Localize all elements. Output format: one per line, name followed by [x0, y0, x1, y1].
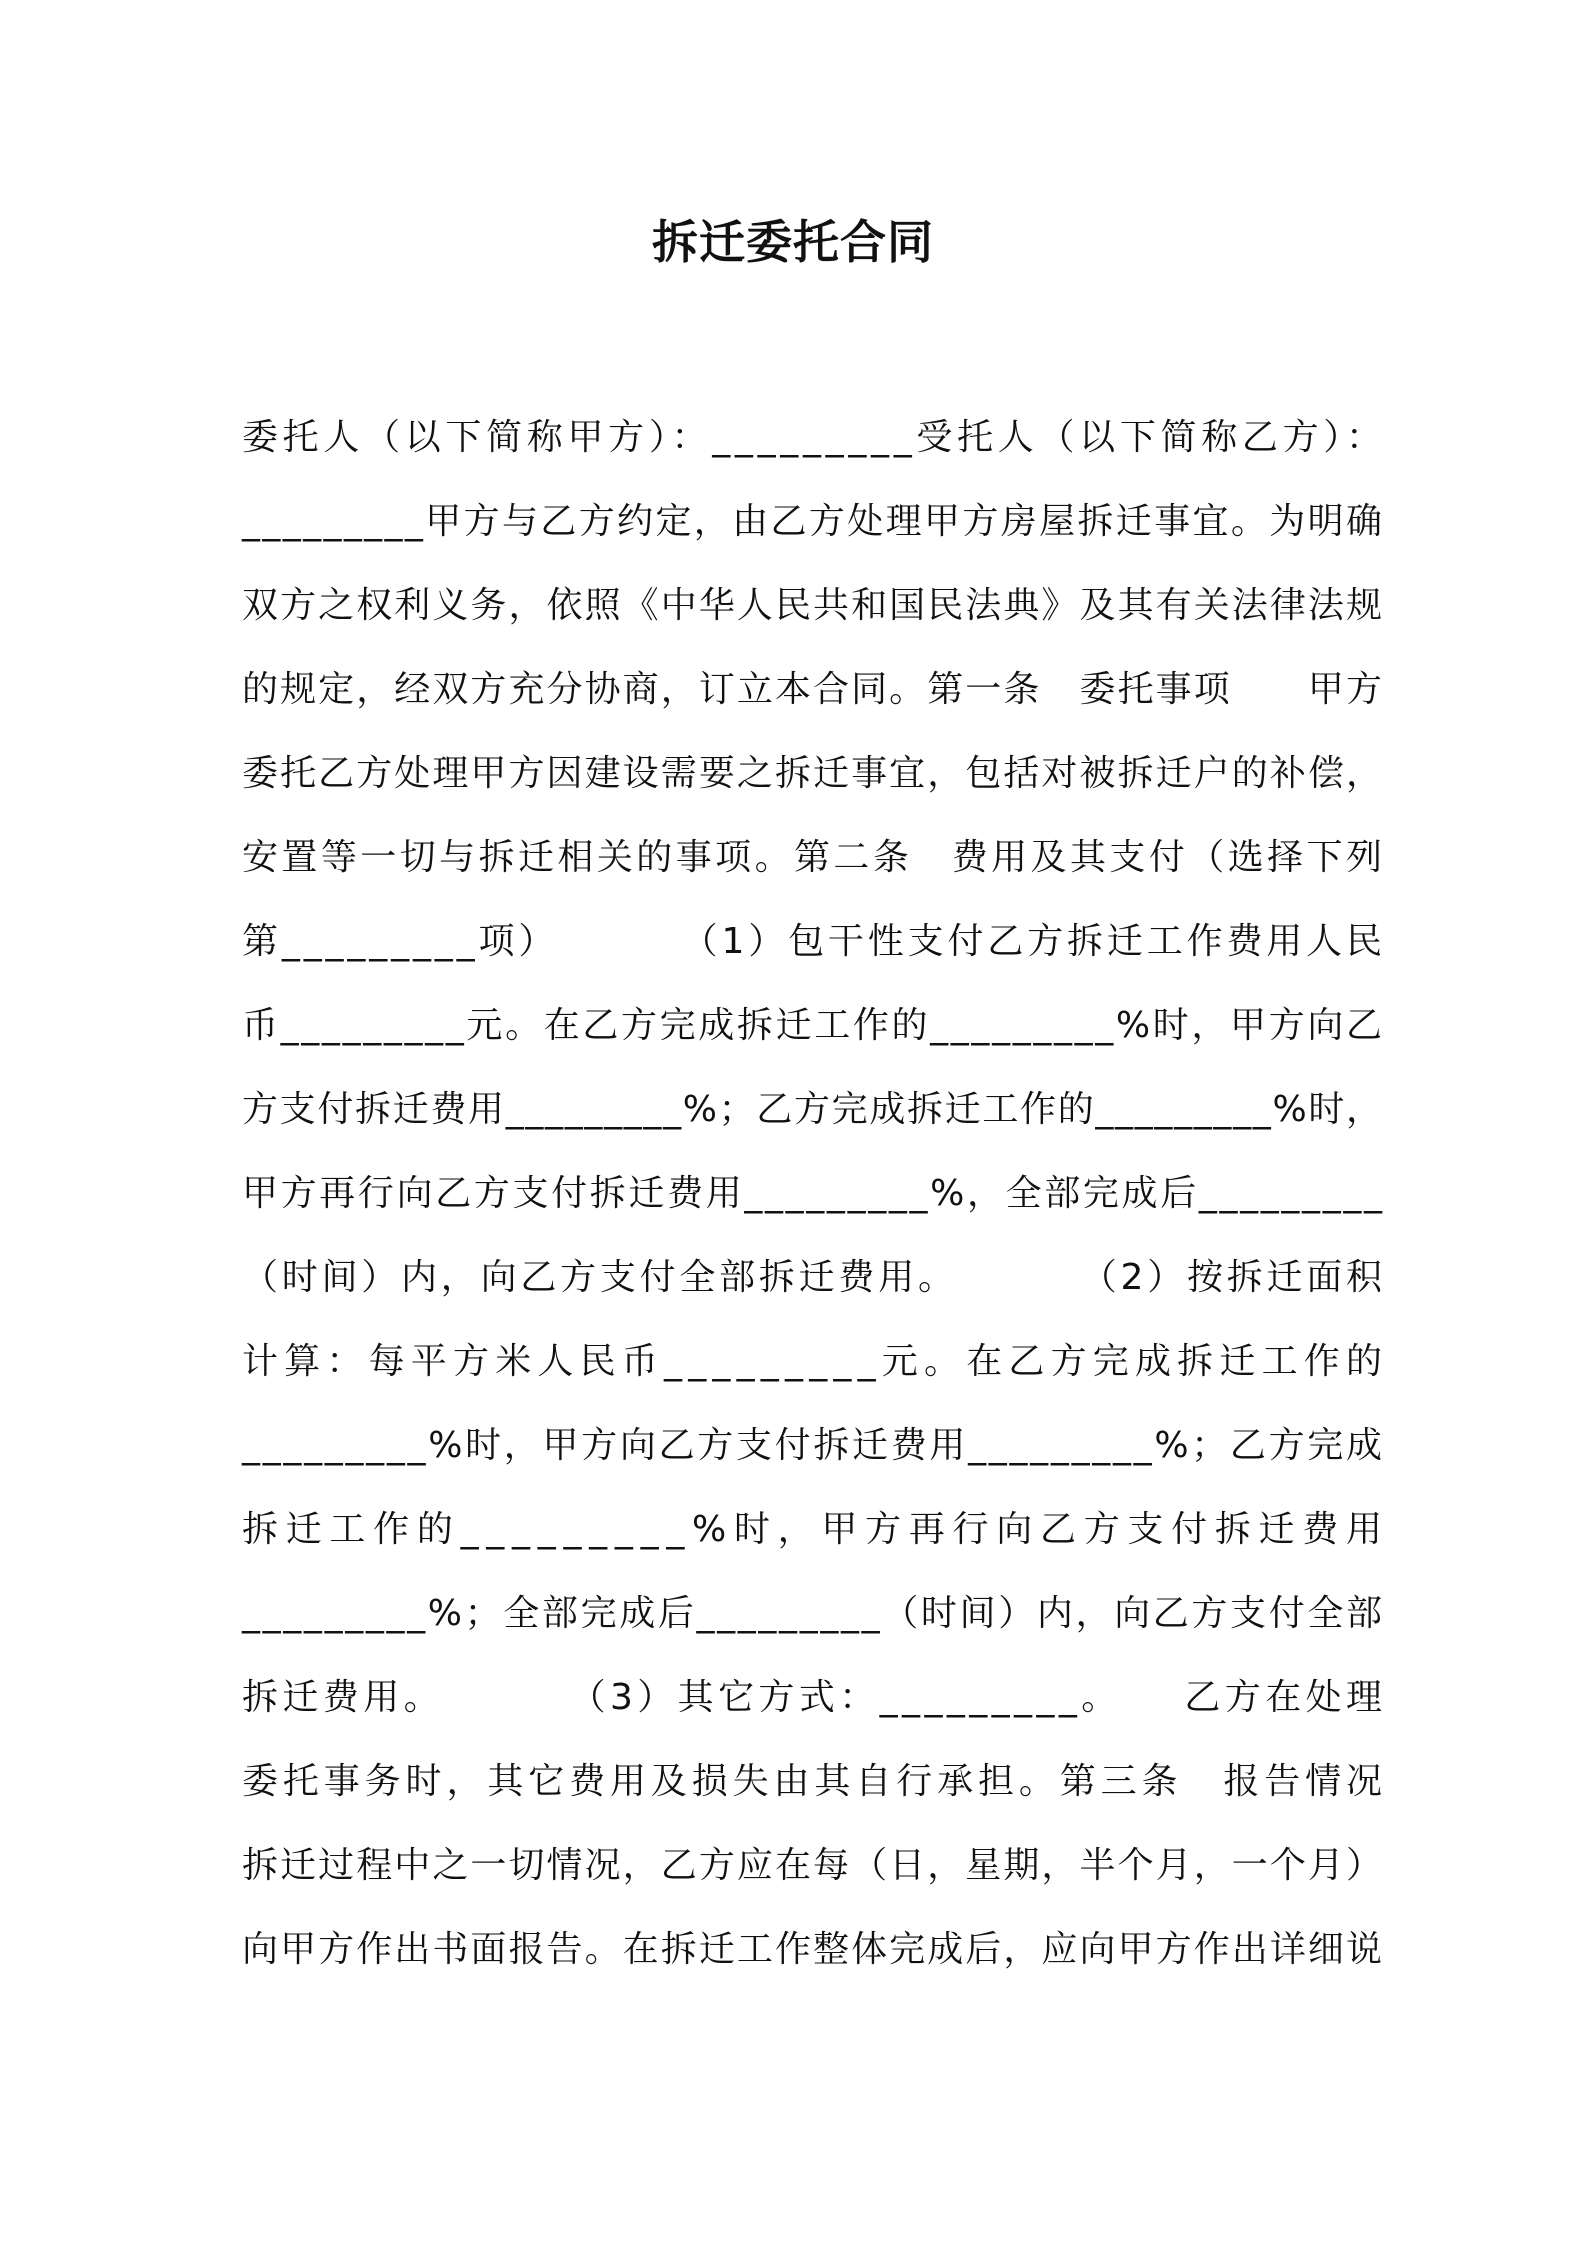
- body-line: 币_________元。在乙方完成拆迁工作的_________%时，甲方向乙: [242, 1005, 1385, 1046]
- body-line: 计算：每平方米人民币_________元。在乙方完成拆迁工作的: [242, 1341, 1389, 1382]
- body-line: 委托人（以下简称甲方）：_________受托人（以下简称乙方）：: [242, 417, 1387, 458]
- body-line: 的规定，经双方充分协商，订立本合同。第一条 委托事项 甲方: [242, 669, 1385, 710]
- body-line: 拆迁过程中之一切情况，乙方应在每（日，星期，半个月，一个月）: [242, 1845, 1385, 1886]
- body-line: 拆迁工作的_________%时，甲方再行向乙方支付拆迁费用: [242, 1509, 1390, 1550]
- body-line: _________甲方与乙方约定，由乙方处理甲方房屋拆迁事宜。为明确: [242, 501, 1385, 542]
- body-line: 甲方再行向乙方支付拆迁费用_________%，全部完成后_________: [242, 1173, 1385, 1214]
- body-line: （时间）内，向乙方支付全部拆迁费用。 （2）按拆迁面积: [242, 1257, 1386, 1298]
- document-title: 拆迁委托合同: [652, 215, 934, 269]
- body-line: 向甲方作出书面报告。在拆迁工作整体完成后，应向甲方作出详细说: [242, 1929, 1385, 1970]
- body-line: 安置等一切与拆迁相关的事项。第二条 费用及其支付（选择下列: [242, 837, 1386, 878]
- document-body: [242, 408, 1390, 2004]
- body-line: 拆迁费用。 （3）其它方式：_________。 乙方在处理: [242, 1677, 1387, 1718]
- body-line: 双方之权利义务，依照《中华人民共和国民法典》及其有关法律法规: [242, 585, 1385, 626]
- body-line: 委托乙方处理甲方因建设需要之拆迁事宜，包括对被拆迁户的补偿，: [242, 753, 1385, 794]
- body-line: 委托事务时，其它费用及损失由其自行承担。第三条 报告情况: [242, 1761, 1387, 1802]
- body-line: 方支付拆迁费用_________%；乙方完成拆迁工作的_________%时，: [242, 1089, 1384, 1130]
- body-line: _________%；全部完成后_________（时间）内，向乙方支付全部: [242, 1593, 1385, 1634]
- body-line: _________%时，甲方向乙方支付拆迁费用_________%；乙方完成: [242, 1425, 1385, 1466]
- body-line: 第_________项） （1）包干性支付乙方拆迁工作费用人民: [242, 921, 1386, 962]
